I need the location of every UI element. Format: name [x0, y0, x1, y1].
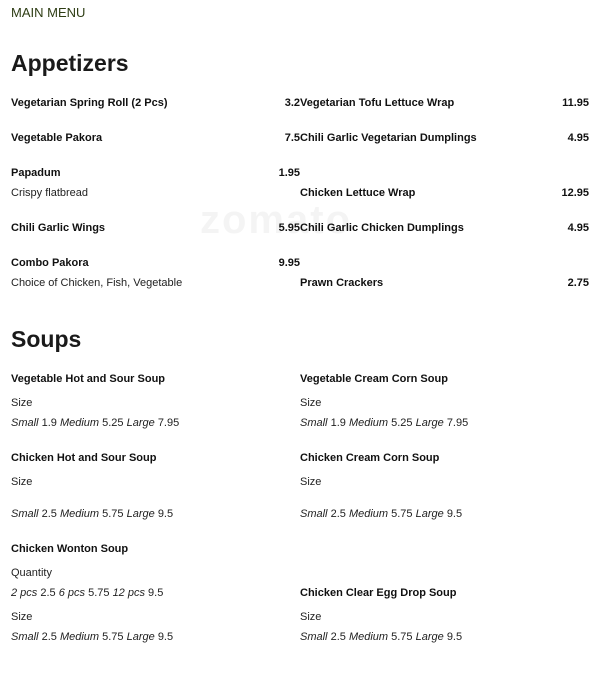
size-name: Large	[126, 508, 155, 520]
option-label: Size	[11, 397, 33, 409]
size-price: 9.5	[157, 508, 174, 520]
size-name: Medium	[348, 508, 389, 520]
size-price: 5.25	[391, 417, 413, 429]
soup-name: Chicken Cream Corn Soup	[300, 452, 440, 464]
size-price-line	[300, 417, 468, 429]
soup-name: Vegetable Hot and Sour Soup	[11, 373, 166, 385]
size-price: 5.25	[102, 417, 124, 429]
menu-item-name: Chili Garlic Chicken Dumplings	[300, 222, 464, 234]
size-price-line	[11, 417, 179, 429]
menu-item-name: Vegetarian Tofu Lettuce Wrap	[300, 97, 455, 109]
menu-item-name: Chili Garlic Wings	[11, 222, 106, 234]
size-name: Large	[415, 508, 444, 520]
appetizers-title: Appetizers	[11, 50, 129, 76]
size-name: Small	[11, 508, 39, 520]
size-price: 5.75	[102, 631, 124, 643]
quantity-name: 6 pcs	[58, 587, 86, 599]
menu-item-price: 7.5	[284, 132, 300, 144]
size-name: Medium	[59, 631, 100, 643]
option-label: Size	[300, 397, 322, 409]
menu-item-price: 9.95	[278, 257, 300, 269]
zomato-watermark	[200, 198, 352, 243]
size-price-line	[300, 508, 462, 520]
size-name: Large	[415, 631, 444, 643]
menu-item-name: Combo Pakora	[11, 257, 89, 269]
size-name: Small	[11, 417, 39, 429]
menu-item-price: 4.95	[567, 222, 589, 234]
size-price: 5.75	[391, 631, 413, 643]
size-price: 1.9	[330, 417, 346, 429]
option-label: Size	[300, 476, 322, 488]
size-name: Large	[126, 631, 155, 643]
menu-item-name: Papadum	[11, 167, 61, 179]
size-name: Medium	[59, 417, 100, 429]
quantity-name: 12 pcs	[112, 587, 145, 599]
menu-item-name: Chicken Lettuce Wrap	[300, 187, 416, 199]
size-price: 9.5	[446, 508, 463, 520]
size-name: Small	[11, 631, 39, 643]
size-name: Medium	[348, 631, 389, 643]
size-price: 2.5	[41, 631, 57, 643]
option-label: Size	[11, 611, 33, 623]
menu-item-price: 12.95	[561, 187, 589, 199]
size-name: Medium	[348, 417, 389, 429]
size-name: Large	[415, 417, 444, 429]
quantity-price: 2.5	[40, 587, 56, 599]
menu-item-description: Crispy flatbread	[11, 187, 89, 199]
size-price: 2.5	[330, 631, 346, 643]
menu-item-price: 11.95	[562, 97, 589, 109]
size-name: Large	[126, 417, 155, 429]
menu-item-name: Vegetarian Spring Roll (2 Pcs)	[11, 97, 168, 109]
size-price: 9.5	[157, 631, 174, 643]
size-price: 9.5	[446, 631, 463, 643]
size-price: 7.95	[446, 417, 469, 429]
size-price: 1.9	[41, 417, 57, 429]
menu-item-name: Chili Garlic Vegetarian Dumplings	[300, 132, 477, 144]
quantity-price: 9.5	[148, 587, 164, 599]
quantity-name: 2 pcs	[11, 587, 38, 599]
soup-name: Chicken Wonton Soup	[11, 543, 129, 555]
menu-item-price: 3.2	[284, 97, 300, 109]
size-price: 5.75	[391, 508, 413, 520]
size-price: 2.5	[330, 508, 346, 520]
soup-name: Chicken Hot and Sour Soup	[11, 452, 157, 464]
option-label: Size	[300, 611, 322, 623]
size-price-line	[300, 631, 462, 643]
menu-item-price: 2.75	[567, 277, 589, 289]
quantity-price-line	[11, 587, 163, 599]
size-price: 2.5	[41, 508, 57, 520]
soup-name: Vegetable Cream Corn Soup	[300, 373, 448, 385]
menu-item-price: 5.95	[278, 222, 300, 234]
soup-name: Chicken Clear Egg Drop Soup	[300, 587, 457, 599]
soups-title: Soups	[11, 326, 82, 352]
size-price: 7.95	[157, 417, 180, 429]
menu-item-name: Prawn Crackers	[300, 277, 384, 289]
size-price-line	[11, 508, 173, 520]
size-name: Small	[300, 508, 328, 520]
menu-item-price: 4.95	[567, 132, 589, 144]
menu-item-name: Vegetable Pakora	[11, 132, 103, 144]
main-menu-link[interactable]: MAIN MENU	[11, 5, 86, 20]
size-price: 5.75	[102, 508, 124, 520]
size-name: Small	[300, 631, 328, 643]
size-price-line	[11, 631, 173, 643]
menu-item-description: Choice of Chicken, Fish, Vegetable	[11, 277, 183, 289]
quantity-price: 5.75	[88, 587, 110, 599]
option-label: Size	[11, 476, 33, 488]
menu-item-price: 1.95	[278, 167, 300, 179]
size-name: Medium	[59, 508, 100, 520]
size-name: Small	[300, 417, 328, 429]
option-label: Quantity	[11, 567, 52, 579]
